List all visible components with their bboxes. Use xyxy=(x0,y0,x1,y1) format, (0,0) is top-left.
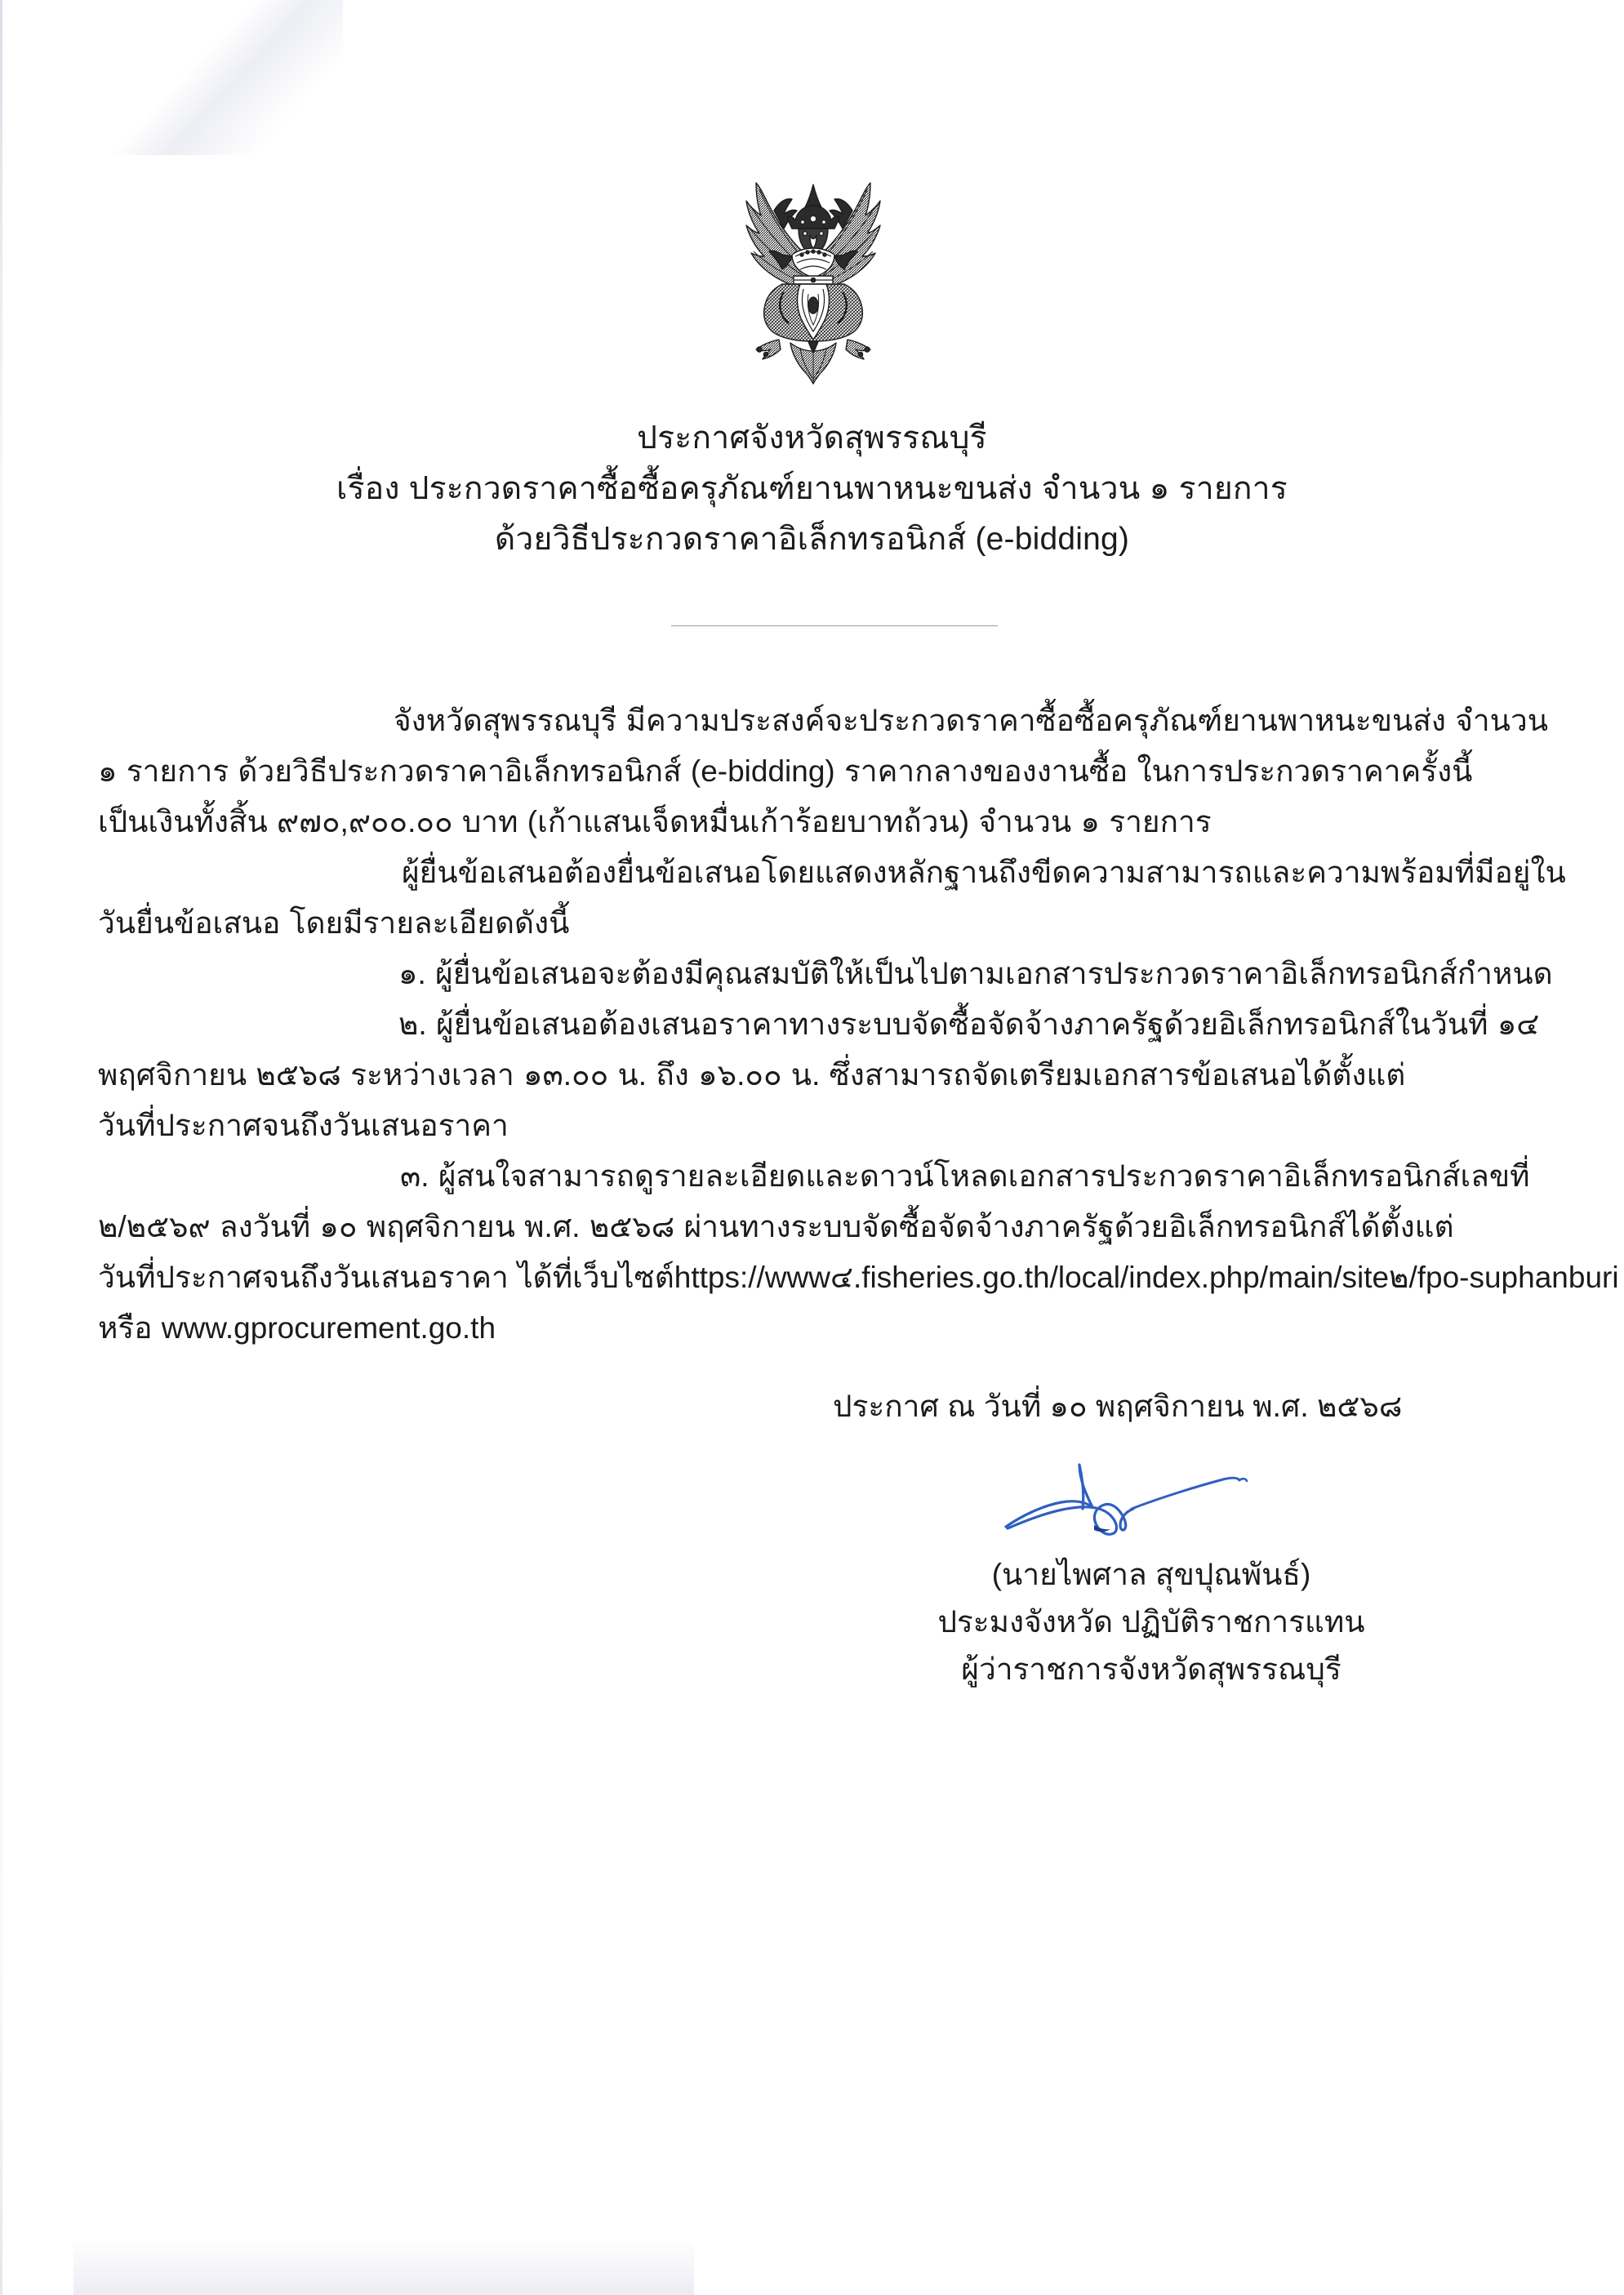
paragraph-qualification xyxy=(98,847,1566,949)
heading-line-subject: เรื่อง ประกวดราคาซื้อซื้อครุภัณฑ์ยานพาหนะขนส่ง จำนวน ๑ รายการ xyxy=(336,471,1288,506)
document-heading xyxy=(0,413,1624,565)
item-1-line-1: ๑. ผู้ยื่นข้อเสนอจะต้องมีคุณสมบัติให้เป็นไปตามเอกสารประกวดราคาอิเล็กทรอนิกส์กำหนด xyxy=(398,957,1553,990)
qualification-line-2: วันยื่นข้อเสนอ โดยมีรายละเอียดดังนี้ xyxy=(98,906,570,940)
signature-block xyxy=(719,1551,1584,1693)
item-3-line-1: ๓. ผู้สนใจสามารถดูรายละเอียดและดาวน์โหลดเอกสารประกวดราคาอิเล็กทรอนิกส์เลขที่ xyxy=(400,1159,1530,1193)
scan-edge-artifact xyxy=(0,0,2,2295)
paragraph-intro xyxy=(98,696,1549,847)
signatory-position-line-1: ประมงจังหวัด ปฏิบัติราชการแทน xyxy=(937,1605,1365,1639)
intro-line-1: จังหวัดสุพรรณบุรี มีความประสงค์จะประกวดราคาซื้อซื้อครุภัณฑ์ยานพาหนะขนส่ง จำนวน xyxy=(394,704,1549,737)
item-3-line-4-website-alt: หรือ www.gprocurement.go.th xyxy=(98,1311,496,1345)
intro-line-2: ๑ รายการ ด้วยวิธีประกวดราคาอิเล็กทรอนิกส์ (e-bidding) ราคากลางของงานซื้อ ในการประกวดราคาครั้งนี้ xyxy=(98,754,1473,788)
signatory-name: (นายไพศาล สุขปุณพันธ์) xyxy=(991,1558,1311,1591)
qualification-line-1: ผู้ยื่นข้อเสนอต้องยื่นข้อเสนอโดยแสดงหลักฐานถึงขีดความสามารถและความพร้อมที่มีอยู่ใน xyxy=(402,856,1566,889)
item-2-line-1: ๒. ผู้ยื่นข้อเสนอต้องเสนอราคาทางระบบจัดซื้อจัดจ้างภาครัฐด้วยอิเล็กทรอนิกส์ในวันที่ ๑๔ xyxy=(398,1007,1540,1041)
heading-line-method: ด้วยวิธีประกวดราคาอิเล็กทรอนิกส์ (e-bidding) xyxy=(494,522,1130,557)
heading-line-province: ประกาศจังหวัดสุพรรณบุรี xyxy=(637,420,987,456)
list-item-3 xyxy=(98,1151,1619,1354)
handwritten-signature xyxy=(998,1455,1275,1558)
signatory-position-line-2: ผู้ว่าราชการจังหวัดสุพรรณบุรี xyxy=(961,1652,1341,1686)
scan-shadow-artifact-top xyxy=(0,0,343,155)
item-3-line-2: ๒/๒๕๖๙ ลงวันที่ ๑๐ พฤศจิกายน พ.ศ. ๒๕๖๘ ผ่านทางระบบจัดซื้อจัดจ้างภาครัฐด้วยอิเล็กทรอนิกส์ได้ตั้งแต่ xyxy=(98,1210,1454,1243)
announcement-date: ประกาศ ณ วันที่ ๑๐ พฤศจิกายน พ.ศ. ๒๕๖๘ xyxy=(833,1390,1403,1423)
document-body xyxy=(98,696,1619,1354)
scan-shadow-artifact-bottom xyxy=(73,2238,694,2295)
heading-divider xyxy=(671,625,998,626)
item-2-line-2: พฤศจิกายน ๒๕๖๘ ระหว่างเวลา ๑๓.๐๐ น. ถึง ๑๖.๐๐ น. ซึ่งสามารถจัดเตรียมเอกสารข้อเสนอได้ตั้งแต่ xyxy=(98,1058,1406,1092)
list-item-2 xyxy=(98,999,1540,1151)
item-3-line-3-website: วันที่ประกาศจนถึงวันเสนอราคา ได้ที่เว็บไซต์https://www๔.fisheries.go.th/local/index.php/main/site๒/fpo-suphanburi xyxy=(98,1261,1619,1294)
item-2-line-3: วันที่ประกาศจนถึงวันเสนอราคา xyxy=(98,1109,509,1142)
garuda-emblem xyxy=(732,173,895,395)
intro-line-3: เป็นเงินทั้งสิ้น ๙๗๐,๙๐๐.๐๐ บาท (เก้าแสนเจ็ดหมื่นเก้าร้อยบาทถ้วน) จำนวน ๑ รายการ xyxy=(98,805,1212,838)
list-item-1 xyxy=(98,949,1553,999)
